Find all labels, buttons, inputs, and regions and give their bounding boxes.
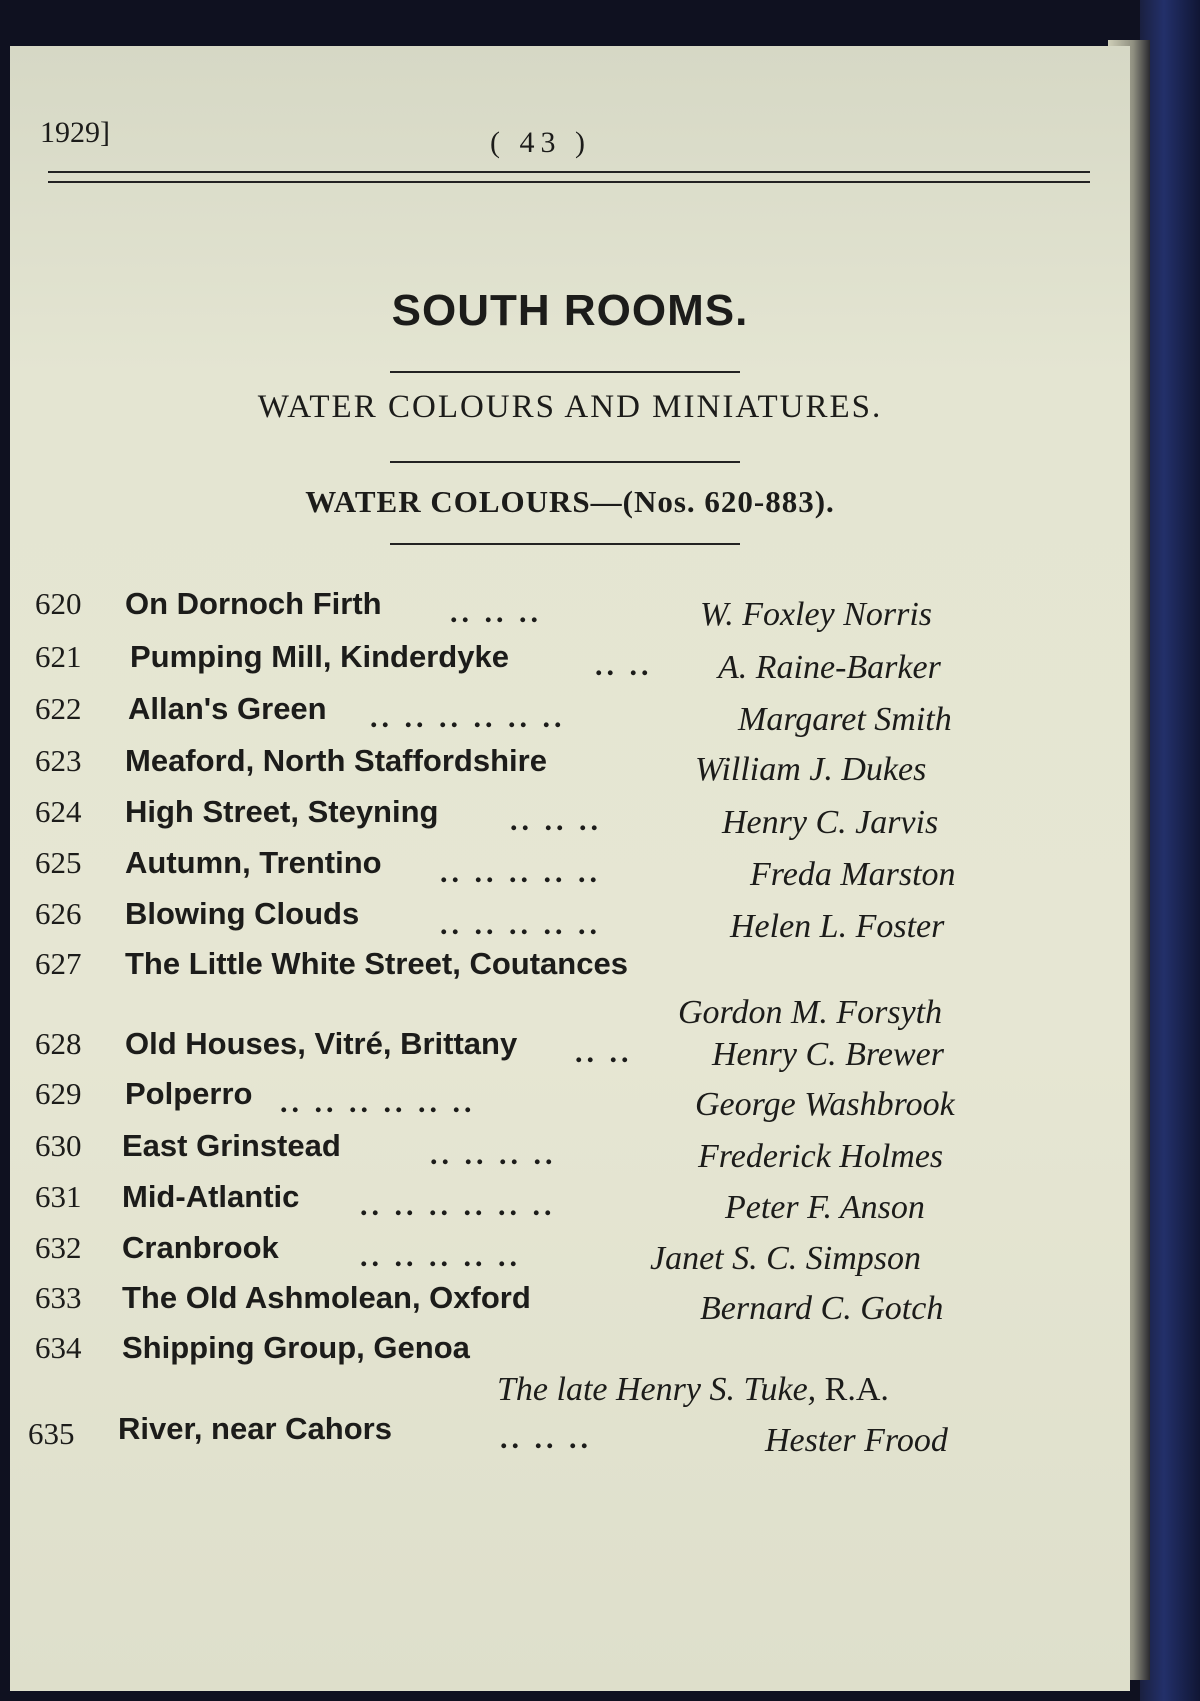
entry-title: Shipping Group, Genoa — [122, 1330, 470, 1365]
leader-dots: .. .. .. .. .. — [360, 1240, 521, 1273]
entry-number: 625 — [35, 845, 82, 880]
entry-title: The Old Ashmolean, Oxford — [122, 1280, 531, 1315]
entry-artist: Hester Frood — [765, 1422, 948, 1459]
entry-title: On Dornoch Firth — [125, 586, 382, 621]
entry-number: 627 — [35, 946, 82, 981]
subtitle: WATER COLOURS AND MINIATURES. — [257, 389, 883, 425]
entry-number: 632 — [35, 1230, 82, 1265]
entry-title: Old Houses, Vitré, Brittany — [125, 1026, 518, 1061]
entry-artist: W. Foxley Norris — [700, 596, 933, 633]
header-double-rule — [48, 171, 1090, 183]
leader-dots: .. .. .. — [510, 804, 602, 837]
leader-dots: .. .. .. — [500, 1422, 592, 1455]
leader-dots: .. .. .. — [450, 596, 542, 629]
entry-number: 628 — [35, 1026, 82, 1061]
section-rule — [390, 543, 740, 545]
leader-dots: .. .. .. .. .. .. — [360, 1189, 556, 1222]
page-number: ( 43 ) — [490, 126, 591, 159]
entry-number: 633 — [35, 1280, 82, 1315]
entry-number: 630 — [35, 1128, 82, 1163]
entry-artist: William J. Dukes — [695, 751, 927, 788]
entry-title: River, near Cahors — [118, 1411, 392, 1446]
entry-artist: Bernard C. Gotch — [700, 1290, 944, 1327]
entry-artist: George Washbrook — [695, 1086, 955, 1123]
entry-artist-line — [497, 1371, 889, 1409]
catalogue-page — [10, 46, 1130, 1691]
page-title: SOUTH ROOMS. — [391, 286, 749, 335]
leader-dots: .. .. .. .. .. .. — [280, 1086, 476, 1119]
header-year: 1929] — [40, 116, 110, 149]
entry-number: 620 — [35, 586, 82, 621]
entry-artist: Frederick Holmes — [698, 1138, 944, 1175]
entry-artist: Gordon M. Forsyth — [678, 994, 943, 1031]
entry-title: Polperro — [125, 1076, 253, 1111]
subtitle-rule — [390, 461, 740, 463]
entry-title: Cranbrook — [122, 1230, 279, 1265]
entry-title: Mid-Atlantic — [122, 1179, 300, 1214]
entry-title: Allan's Green — [128, 691, 327, 726]
entry-artist: Helen L. Foster — [730, 908, 945, 945]
entry-title: Autumn, Trentino — [125, 845, 382, 880]
entry-number: 624 — [35, 794, 82, 829]
entry-artist: Margaret Smith — [738, 701, 952, 738]
entry-title: East Grinstead — [122, 1128, 341, 1163]
entry-title: Meaford, North Staffordshire — [125, 743, 547, 778]
entry-artist-honours: R.A. — [824, 1371, 889, 1408]
entry-artist: The late Henry S. Tuke, — [497, 1371, 817, 1408]
entry-artist: Freda Marston — [750, 856, 956, 893]
leader-dots: .. .. — [595, 649, 653, 682]
section-heading: WATER COLOURS—(Nos. 620-883). — [305, 484, 835, 519]
entry-number: 621 — [35, 639, 82, 674]
leader-dots: .. .. .. .. — [430, 1138, 557, 1171]
entry-number: 631 — [35, 1179, 82, 1214]
entry-number: 635 — [28, 1416, 75, 1451]
entry-artist: Janet S. C. Simpson — [650, 1240, 922, 1277]
entry-artist: Henry C. Jarvis — [722, 804, 939, 841]
entry-title: Pumping Mill, Kinderdyke — [130, 639, 509, 674]
entry-number: 622 — [35, 691, 82, 726]
entry-number: 629 — [35, 1076, 82, 1111]
leader-dots: .. .. — [575, 1036, 633, 1069]
entry-number: 634 — [35, 1330, 82, 1365]
entry-number: 626 — [35, 896, 82, 931]
leader-dots: .. .. .. .. .. .. — [370, 701, 566, 734]
entry-artist: A. Raine-Barker — [718, 649, 941, 686]
entry-title: Blowing Clouds — [125, 896, 360, 931]
entry-number: 623 — [35, 743, 82, 778]
leader-dots: .. .. .. .. .. — [440, 856, 601, 889]
entry-artist: Henry C. Brewer — [712, 1036, 944, 1073]
entry-title: The Little White Street, Coutances — [125, 946, 628, 981]
entry-artist: Peter F. Anson — [725, 1189, 925, 1226]
entry-title: High Street, Steyning — [125, 794, 439, 829]
title-rule — [390, 371, 740, 373]
leader-dots: .. .. .. .. .. — [440, 908, 601, 941]
